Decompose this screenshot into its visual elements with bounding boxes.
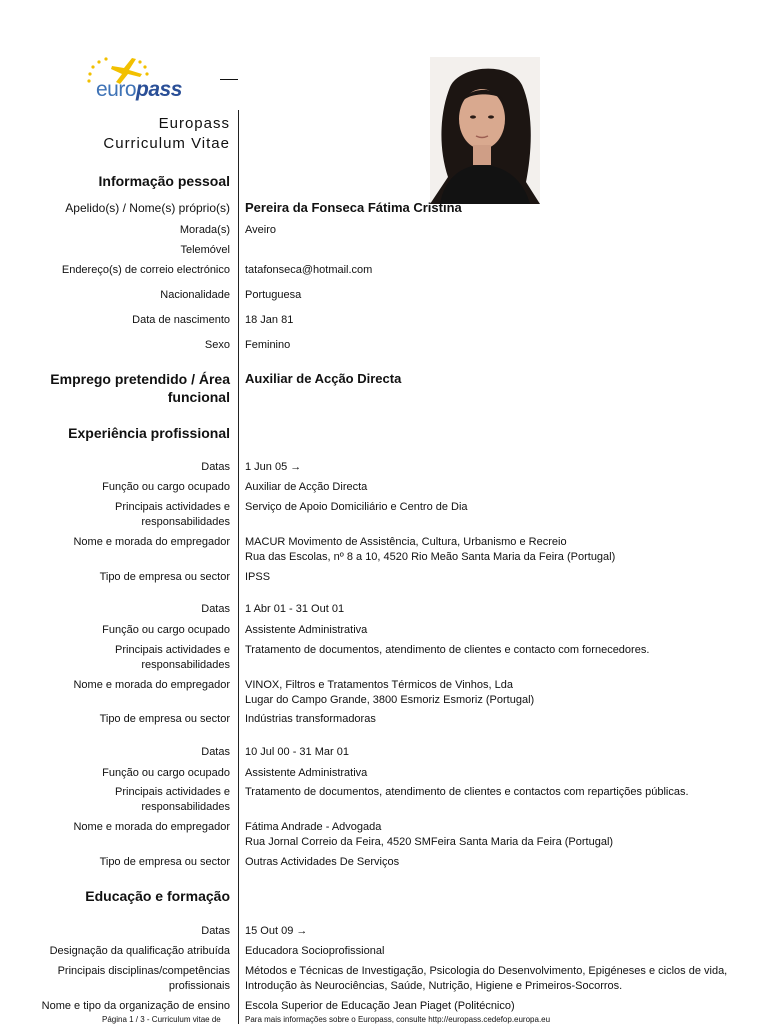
job-dates: 1 Abr 01 - 31 Out 01: [245, 603, 345, 615]
job-dates-label: Datas: [201, 461, 230, 473]
job-employer-label: Nome e morada do empregador: [73, 821, 230, 833]
phone-label: Telemóvel: [180, 244, 230, 256]
desired-job-value: Auxiliar de Acção Directa: [245, 371, 402, 386]
job-activities: Serviço de Apoio Domiciliário e Centro de Dia: [245, 501, 468, 513]
job-role: Assistente Administrativa: [245, 767, 368, 779]
edu-dates-label: Datas: [201, 925, 230, 937]
job-activities-label-line2: responsabilidades: [141, 659, 230, 671]
section-heading-experience: Experiência profissional: [68, 425, 230, 441]
job-activities: Tratamento de documentos, atendimento de clientes e contacto com fornecedores.: [245, 644, 650, 656]
job-dates: 1 Jun 05 →: [245, 461, 302, 473]
name-label: Apelido(s) / Nome(s) próprio(s): [65, 201, 230, 215]
job-role-label: Função ou cargo ocupado: [102, 767, 230, 779]
sex-value: Feminino: [245, 339, 291, 351]
address-label: Morada(s): [179, 224, 230, 236]
edu-subjects-line2: Introdução às Neurociências, Saúde, Nutrição, Higiene e Primeiros-Socorros.: [245, 980, 623, 992]
edu-qualification-label: Designação da qualificação atribuída: [49, 945, 230, 957]
address-value: Aveiro: [245, 224, 276, 236]
job-activities: Tratamento de documentos, atendimento de clientes e contactos com repartições públicas.: [245, 786, 689, 798]
section-heading-education: Educação e formação: [85, 888, 230, 904]
edu-subjects-label-line2: profissionais: [168, 980, 230, 992]
job-sector: Indústrias transformadoras: [245, 713, 376, 725]
job-activities-label-line2: responsabilidades: [141, 516, 230, 528]
section-heading-personal: Informação pessoal: [98, 173, 230, 189]
job-dates-label: Datas: [201, 603, 230, 615]
job-employer-line2: Rua Jornal Correio da Feira, 4520 SMFeira Santa Maria da Feira (Portugal): [245, 836, 614, 848]
edu-dates: 15 Out 09 →: [245, 925, 308, 937]
job-activities-label-line2: responsabilidades: [141, 801, 230, 813]
job-sector-label: Tipo de empresa ou sector: [99, 571, 230, 583]
job-sector: Outras Actividades De Serviços: [245, 856, 400, 868]
logo-divider: [220, 79, 238, 80]
job-activities-label-line1: Principais actividades e: [115, 501, 230, 513]
dob-value: 18 Jan 81: [245, 314, 294, 326]
footer-europass-info: Para mais informações sobre o Europass, consulte http://europass.cedefop.europa.eu: [245, 1015, 551, 1024]
europass-logo: [84, 52, 184, 104]
edu-org-label: Nome e tipo da organização de ensino: [41, 1000, 230, 1012]
cv-title-europass: Europass: [158, 115, 230, 132]
edu-subjects-line1: Métodos e Técnicas de Investigação, Psicologia do Desenvolvimento, Epigéneses e ciclos de vida,: [245, 965, 728, 977]
job-employer-line1: MACUR Movimento de Assistência, Cultura, Urbanismo e Recreio: [245, 536, 567, 548]
nationality-label: Nacionalidade: [160, 289, 230, 301]
job-sector: IPSS: [245, 571, 271, 583]
profile-photo: [430, 57, 540, 204]
desired-job-label-line2: funcional: [167, 389, 230, 405]
job-employer-label: Nome e morada do empregador: [73, 536, 230, 548]
email-label: Endereço(s) de correio electrónico: [61, 264, 230, 276]
job-dates-label: Datas: [201, 746, 230, 758]
job-activities-label-line1: Principais actividades e: [115, 786, 230, 798]
footer-page-info: Página 1 / 3 - Curriculum vitae de: [102, 1015, 221, 1024]
job-employer-line2: Lugar do Campo Grande, 3800 Esmoriz Esmoriz (Portugal): [245, 694, 535, 706]
full-name: Pereira da Fonseca Fátima Cristina: [245, 200, 462, 215]
job-employer-line1: VINOX, Filtros e Tratamentos Térmicos de Vinhos, Lda: [245, 679, 513, 691]
job-role: Assistente Administrativa: [245, 624, 368, 636]
nationality-value: Portuguesa: [245, 289, 302, 301]
job-employer-line1: Fátima Andrade - Advogada: [245, 821, 382, 833]
job-sector-label: Tipo de empresa ou sector: [99, 856, 230, 868]
section-divider-line: [238, 110, 239, 1024]
job-sector-label: Tipo de empresa ou sector: [99, 713, 230, 725]
email-value: tatafonseca@hotmail.com: [245, 264, 373, 276]
desired-job-label-line1: Emprego pretendido / Área: [50, 371, 230, 387]
cv-title-curriculum: Curriculum Vitae: [103, 135, 230, 152]
job-role-label: Função ou cargo ocupado: [102, 624, 230, 636]
job-role: Auxiliar de Acção Directa: [245, 481, 368, 493]
job-dates: 10 Jul 00 - 31 Mar 01: [245, 746, 349, 758]
edu-subjects-label-line1: Principais disciplinas/competências: [57, 965, 230, 977]
sex-label: Sexo: [204, 339, 230, 351]
job-employer-label: Nome e morada do empregador: [73, 679, 230, 691]
edu-org: Escola Superior de Educação Jean Piaget (Politécnico): [245, 1000, 515, 1012]
logo-wordmark: europass: [96, 78, 182, 101]
dob-label: Data de nascimento: [132, 314, 230, 326]
job-activities-label-line1: Principais actividades e: [115, 644, 230, 656]
job-role-label: Função ou cargo ocupado: [102, 481, 230, 493]
job-employer-line2: Rua das Escolas, nº 8 a 10, 4520 Rio Meão Santa Maria da Feira (Portugal): [245, 551, 616, 563]
edu-qualification: Educadora Socioprofissional: [245, 945, 385, 957]
